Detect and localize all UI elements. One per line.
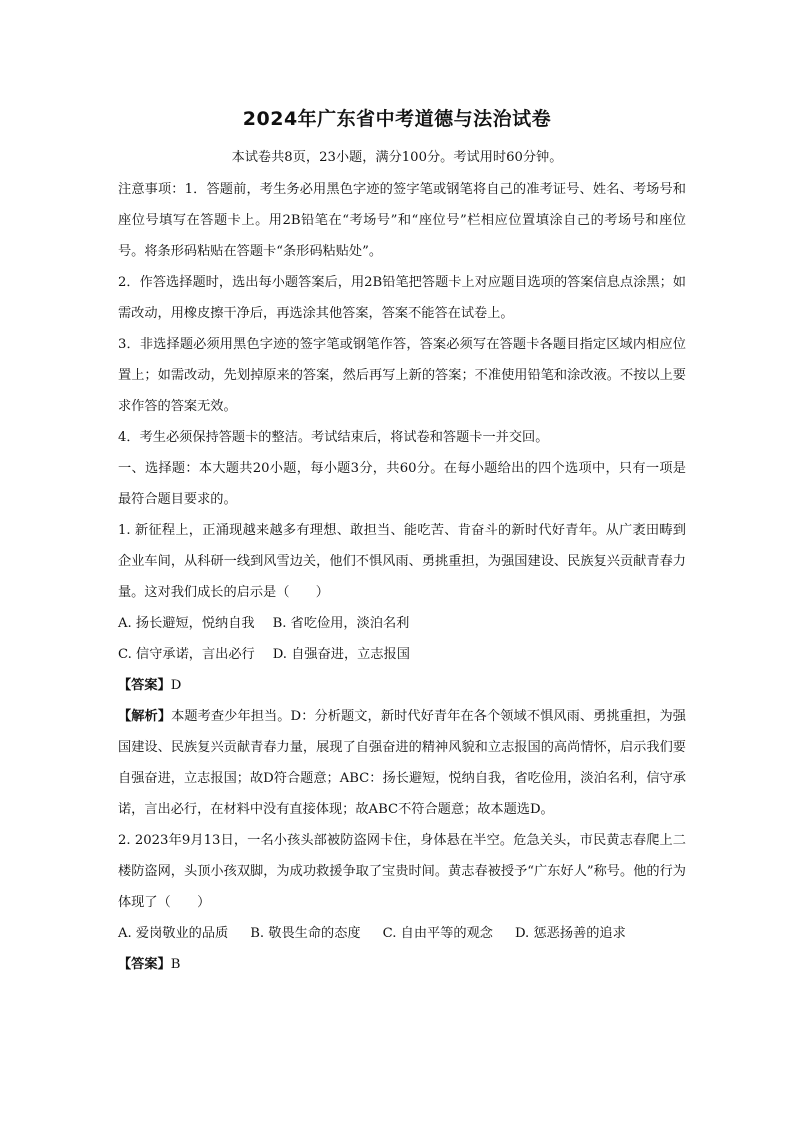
question-1-option-a: A. 扬长避短，悦纳自我 (118, 616, 255, 631)
answer-label: 【答案】 (118, 957, 171, 972)
question-2-answer (118, 949, 686, 980)
question-1-answer (118, 670, 686, 701)
answer-label: 【答案】 (118, 678, 171, 693)
notice-item-4: 4．考生必须保持答题卡的整洁。考试结束后，将试卷和答题卡一并交回。 (118, 430, 549, 445)
exam-body (118, 174, 686, 980)
analysis-label: 【解析】 (118, 709, 172, 724)
question-2-option-d: D. 惩恶扬善的追求 (514, 926, 626, 941)
question-2-options-row (118, 918, 686, 949)
notice-item-3: 3．非选择题必须用黑色字迹的签字笔或钢笔作答，答案必须写在答题卡各题目指定区域内相应位置上；如需改动，先划掉原来的答案，然后再写上新的答案；不准使用铅笔和涂改液。不按以上要求作答的答案无效。 (118, 337, 686, 414)
question-2-option-b: B. 敬畏生命的态度 (250, 926, 361, 941)
question-1-option-d: D. 自强奋进，立志报国 (272, 647, 410, 662)
question-1-options-row-1 (118, 608, 686, 639)
page-title: 2024年广东省中考道德与法治试卷 (242, 108, 552, 130)
analysis-text: 本题考查少年担当。D：分析题文，新时代好青年在各个领域不惧风雨、勇挑重担，为强国建设、民族复兴贡献青春力量，展现了自强奋进的精神风貌和立志报国的高尚情怀，启示我们要自强奋进，立志报国；故D符合题意；ABC：扬长避短，悦纳自我，省吃俭用，淡泊名利，信守承诺，言出必行，在材料中没有直接体现；故ABC不符合题意；故本题选D。 (118, 709, 686, 817)
exam-info: 本试卷共8页，23小题，满分100分。考试用时60分钟。 (231, 150, 563, 165)
question-2-option-a: A. 爱岗敬业的品质 (118, 926, 229, 941)
section-heading: 一、选择题：本大题共20小题，每小题3分，共60分。在每小题给出的四个选项中，只有一项是最符合题目要求的。 (118, 461, 686, 507)
notice-item-1: 注意事项：1．答题前，考生务必用黑色字迹的签字笔或钢笔将自己的准考证号、姓名、考场号和座位号填写在答题卡上。用2B铅笔在“考场号”和“座位号”栏相应位置填涂自己的考场号和座位号。将条形码粘贴在答题卡“条形码粘贴处”。 (118, 182, 686, 259)
answer-value: B (170, 957, 181, 972)
question-1-option-c: C. 信守承诺，言出必行 (118, 647, 255, 662)
question-1-option-b: B. 省吃俭用，淡泊名利 (272, 616, 410, 631)
question-1-analysis (118, 701, 686, 825)
question-2-stem: 2. 2023年9月13日，一名小孩头部被防盗网卡住，身体悬在半空。危急关头，市民黄志春爬上二楼防盗网，头顶小孩双脚，为成功救援争取了宝贵时间。黄志春被授予“广东好人”称号。他的行为体现了（ ） (118, 833, 686, 910)
notice-item-2: 2．作答选择题时，选出每小题答案后，用2B铅笔把答题卡上对应题目选项的答案信息点涂黑；如需改动，用橡皮擦干净后，再选涂其他答案，答案不能答在试卷上。 (118, 275, 686, 321)
question-1-options-row-2 (118, 639, 686, 670)
question-2-option-c: C. 自由平等的观念 (382, 926, 493, 941)
answer-value: D (170, 678, 182, 693)
question-1-stem: 1. 新征程上，正涌现越来越多有理想、敢担当、能吃苦、肯奋斗的新时代好青年。从广袤田畴到企业车间，从科研一线到风雪边关，他们不惧风雨、勇挑重担，为强国建设、民族复兴贡献青春力量。这对我们成长的启示是（ ） (118, 523, 686, 600)
